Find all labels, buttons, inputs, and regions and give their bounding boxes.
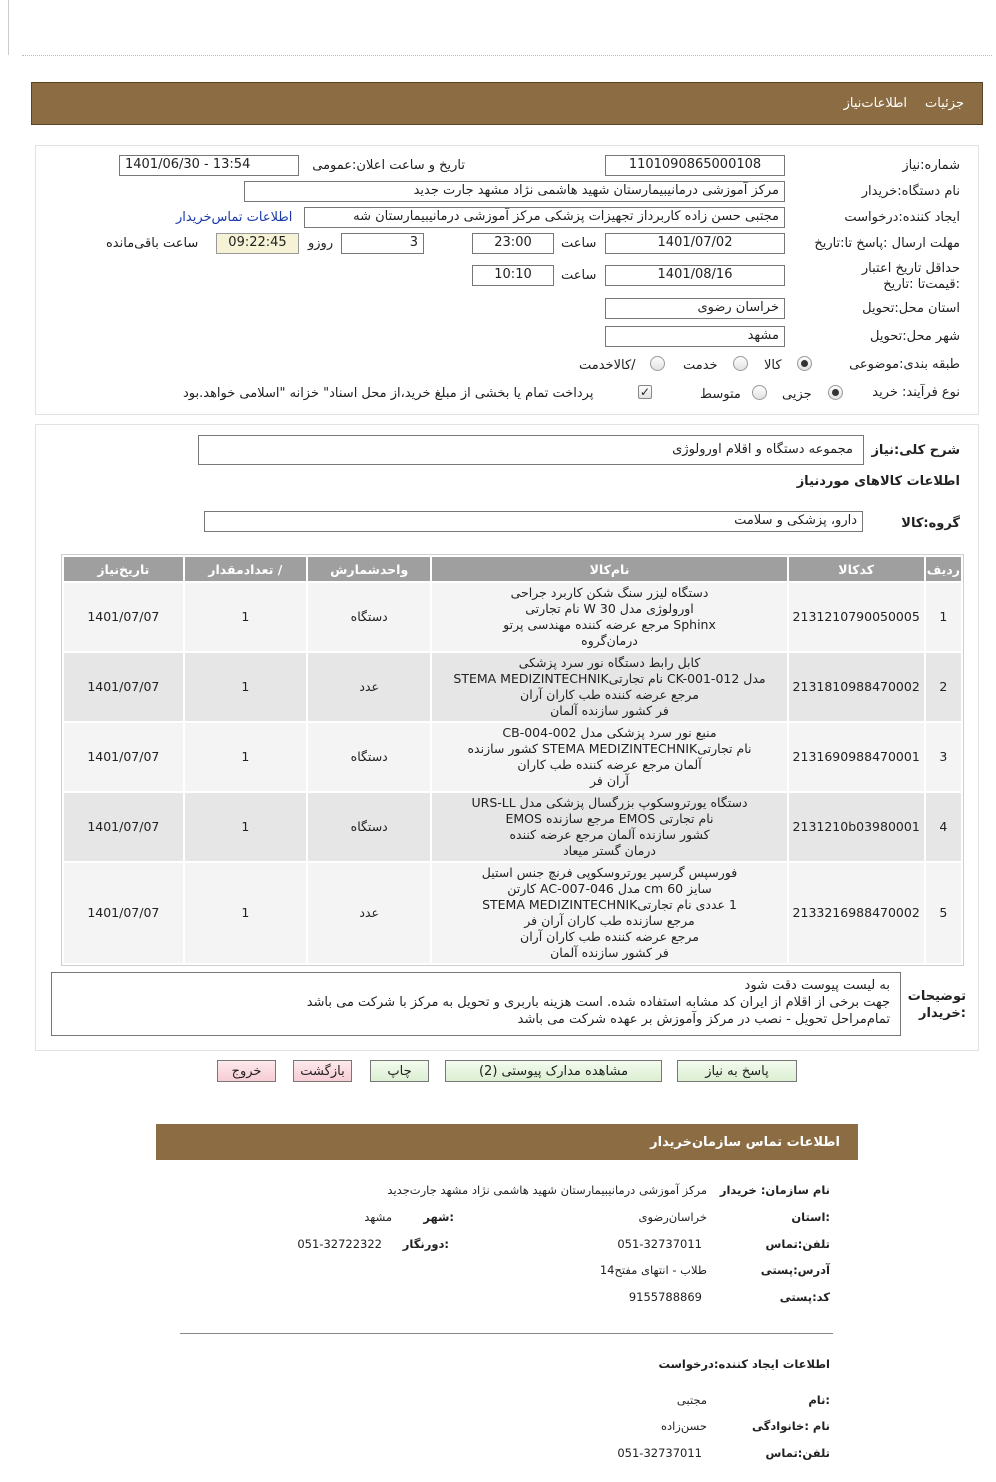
- category-service-radio[interactable]: [733, 356, 748, 371]
- treasury-payment-checkbox[interactable]: ✓: [639, 385, 651, 399]
- remaining-time-field: 09:22:45: [216, 233, 299, 254]
- category-service-label: خدمت: [683, 358, 718, 373]
- org-value: مرکز آموزشی درمانیبیمارستان شهید هاشمی نژاد مشهد جارت‌جدید: [387, 1183, 707, 1197]
- phone-value: 051-32737011: [617, 1237, 702, 1251]
- province-field: خراسان رضوی: [605, 298, 785, 319]
- deadline-time-field: 23:00: [472, 233, 554, 254]
- family-label: نام :خانوادگی: [752, 1419, 830, 1433]
- summary-label: شرح کلی:نیاز: [871, 443, 960, 458]
- phone-label: تلفن:تماس: [765, 1237, 830, 1251]
- cell-code: 2133216988470002: [788, 862, 925, 964]
- creator-label: ایجاد کننده:درخواست: [844, 210, 960, 225]
- postal-label: کد:پستی: [779, 1290, 830, 1304]
- deadline-label: مهلت ارسال :پاسخ تا:تاریخ: [814, 236, 960, 251]
- phone2-label: تلفن:تماس: [765, 1446, 830, 1460]
- validity-time-label: ساعت: [561, 268, 597, 283]
- province-contact-value: خراسان‌رضوی: [638, 1210, 707, 1224]
- remaining-label: ساعت باقی‌مانده: [106, 236, 199, 251]
- process-label: نوع فرآیند: خرید: [872, 385, 960, 400]
- city-contact-label: :شهر: [423, 1210, 454, 1224]
- cell-index: 4: [925, 792, 962, 862]
- validity-date-field: 1401/08/16: [605, 265, 785, 286]
- validity-time-field: 10:10: [472, 265, 554, 286]
- th-name: نام‌کالا: [431, 556, 787, 582]
- name-line: دستگاه یورتروسکوپ بزرگسال پزشکی مدل URS-LL: [471, 795, 748, 810]
- name-line: آلمان مرجع عرضه کننده طب کاران: [517, 757, 702, 772]
- buyer-field: مرکز آموزشی درمانیبیمارستان شهید هاشمی نژاد مشهد جارت جدید: [244, 181, 785, 202]
- address-label: آدرس:پستی: [760, 1263, 830, 1277]
- province-label: استان محل:تحویل: [862, 301, 960, 316]
- need-number-field: 1101090865000108: [605, 155, 785, 176]
- cell-date: 1401/07/07: [63, 582, 184, 652]
- page-header: [31, 82, 983, 125]
- cell-date: 1401/07/07: [63, 722, 184, 792]
- category-both-label: /کالاخدمت: [579, 358, 636, 373]
- table-row: [63, 652, 962, 722]
- cell-index: 2: [925, 652, 962, 722]
- name-line: کابل رابط دستگاه نور سرد پزشکی: [518, 655, 701, 670]
- print-button[interactable]: چاپ: [370, 1060, 429, 1082]
- th-index: ردیف: [925, 556, 962, 582]
- fax-value: 051-32722322: [297, 1237, 382, 1251]
- tab-need-info[interactable]: اطلاعات‌نیاز: [843, 96, 908, 111]
- cell-index: 1: [925, 582, 962, 652]
- name-line: فورسپس گرسپر یورتروسکوپی فرنچ جنس استیل: [481, 865, 738, 880]
- cell-code: 2131810988470002: [788, 652, 925, 722]
- contact-header: اطلاعات تماس سازمان‌خریدار: [156, 1124, 858, 1160]
- cell-qty: 1: [184, 582, 307, 652]
- cell-date: 1401/07/07: [63, 792, 184, 862]
- name-value: مجتبی: [676, 1393, 707, 1407]
- name-line: فر کشور سازنده آلمان: [550, 945, 669, 960]
- items-table: [62, 555, 963, 965]
- deadline-time-label: ساعت: [561, 236, 597, 251]
- notes-line: تمام‌مراحل تحویل - نصب در مرکز وآموزش بر عهده شرکت می باشد: [517, 1012, 890, 1027]
- name-line: دستگاه لیزر سنگ شکن کاربرد جراحی: [510, 585, 709, 600]
- cell-qty: 1: [184, 792, 307, 862]
- deadline-date-field: 1401/07/02: [605, 233, 785, 254]
- cell-code: 2131210b03980001: [788, 792, 925, 862]
- cell-unit: عدد: [307, 652, 432, 722]
- cell-name: [431, 862, 787, 964]
- name-line: فر کشور سازنده آلمان: [550, 703, 669, 718]
- cell-name: [431, 582, 787, 652]
- category-both-radio[interactable]: [650, 356, 665, 371]
- category-label: طبقه بندی:موضوعی: [849, 357, 960, 372]
- buyer-contact-link[interactable]: اطلاعات تماس‌خریدار: [176, 210, 293, 225]
- name-line: Sphinx مرجع عرضه کننده مهندسی پرتو: [503, 617, 716, 632]
- name-line: نام تجارتی EMOS مرجع سازنده EMOS: [505, 811, 714, 826]
- address-value: طلاب - انتهای مفتح14: [599, 1263, 707, 1277]
- cell-date: 1401/07/07: [63, 862, 184, 964]
- cell-name: [431, 652, 787, 722]
- process-partial-radio[interactable]: [828, 385, 843, 400]
- fax-label: :دورنگار: [402, 1237, 449, 1251]
- name-line: مرجع سازنده طب کاران آران فر: [524, 913, 695, 928]
- cell-qty: 1: [184, 722, 307, 792]
- notes-label: توضیحات :خریدار: [907, 989, 966, 1021]
- creator-field: مجتبی حسن زاده کاربرداز تجهیزات پزشکی مرکز آموزشی درمانیبیمارستان شه: [304, 207, 785, 228]
- back-button[interactable]: بازگشت: [293, 1060, 352, 1082]
- th-code: کدکالا: [788, 556, 925, 582]
- buyer-label: نام دستگاه:خریدار: [861, 184, 960, 199]
- name-label: :نام: [808, 1393, 830, 1407]
- cell-date: 1401/07/07: [63, 652, 184, 722]
- exit-button[interactable]: خروج: [217, 1060, 276, 1082]
- city-label: شهر محل:تحویل: [870, 329, 960, 344]
- days-field: 3: [341, 233, 424, 254]
- city-field: مشهد: [605, 326, 785, 347]
- cell-index: 3: [925, 722, 962, 792]
- name-line: مدل CK-001-012 نام تجارتیSTEMA MEDIZINTECHNIK: [453, 671, 766, 686]
- notes-line: جهت برخی از اقلام از ایران کد مشابه استفاده شده. است هزینه باربری و تحویل به مرکز با شرکت می باشد: [306, 995, 890, 1010]
- name-line: آران فر: [590, 773, 630, 788]
- creator-info-title: اطلاعات ایجاد کننده:درخواست: [658, 1357, 830, 1371]
- contact-divider: [180, 1333, 833, 1334]
- summary-field: مجموعه دستگاه و اقلام اورولوژی: [198, 435, 864, 465]
- province-contact-label: :استان: [791, 1210, 830, 1224]
- need-details-panel: [35, 145, 979, 415]
- treasury-payment-note: پرداخت تمام یا بخشی از مبلغ خرید،از محل اسناد" خزانه "اسلامی خواهد.بود: [183, 386, 594, 401]
- goods-info-title: اطلاعات کالاهای موردنیاز: [796, 474, 960, 489]
- process-medium-radio[interactable]: [752, 385, 767, 400]
- table-header-row: [63, 556, 962, 582]
- group-field: دارو، پزشکی و سلامت: [204, 511, 863, 532]
- cell-index: 5: [925, 862, 962, 964]
- name-line: منبع نور سرد پزشکی مدل CB-004-002: [502, 725, 717, 740]
- cell-unit: دستگاه: [307, 792, 432, 862]
- cell-code: 2131690988470001: [788, 722, 925, 792]
- table-row: [63, 582, 962, 652]
- notes-line: به لیست پیوست دقت شود: [744, 978, 890, 993]
- family-value: حسن‌زاده: [660, 1419, 707, 1433]
- category-goods-radio[interactable]: [797, 356, 812, 371]
- cell-unit: دستگاه: [307, 582, 432, 652]
- cell-unit: دستگاه: [307, 722, 432, 792]
- table-row: [63, 722, 962, 792]
- process-medium-label: متوسط: [700, 387, 741, 402]
- cell-code: 2131210790050005: [788, 582, 925, 652]
- need-number-label: شماره:نیاز: [902, 158, 960, 173]
- table-row: [63, 862, 962, 964]
- cell-name: [431, 792, 787, 862]
- process-partial-label: جزیی: [782, 387, 812, 402]
- goods-panel: [35, 424, 979, 1051]
- th-unit: واحدشمارش: [307, 556, 432, 582]
- postal-value: 9155788869: [628, 1290, 702, 1304]
- name-line: نام تجارتیSTEMA MEDIZINTECHNIK کشور سازنده: [467, 741, 752, 756]
- org-label: نام سازمان: خریدار: [719, 1183, 830, 1197]
- announce-field: 1401/06/30 - 13:54: [119, 155, 299, 176]
- name-line: اورولوژی مدل 30 W نام تجارتی: [525, 601, 694, 616]
- name-line: مرجع عرضه کننده طب کاران آران: [520, 929, 699, 944]
- name-line: مرجع عرضه کننده طب کاران آران: [520, 687, 699, 702]
- cell-name: [431, 722, 787, 792]
- group-label: گروه:کالا: [901, 516, 960, 531]
- tab-details[interactable]: جزئیات: [925, 96, 964, 111]
- notes-box: [51, 972, 901, 1036]
- days-label: روزو: [308, 236, 334, 251]
- reply-button[interactable]: پاسخ به نیاز: [677, 1060, 797, 1082]
- city-contact-value: مشهد: [364, 1210, 392, 1224]
- announce-label: تاریخ و ساعت اعلان:عمومی: [312, 158, 465, 173]
- name-line: سایز 60 cm مدل AC-007-046 کارتن: [507, 881, 712, 896]
- name-line: 1 عددی نام تجارتیSTEMA MEDIZINTECHNIK: [482, 897, 737, 912]
- category-goods-label: کالا: [764, 358, 782, 373]
- attachments-button[interactable]: مشاهده مدارک پیوستی (2): [445, 1060, 662, 1082]
- name-line: کشور سازنده آلمان مرجع عرضه کننده: [509, 827, 710, 842]
- phone2-value: 051-32737011: [617, 1446, 702, 1460]
- validity-label: حداقل تاریخ اعتبار :قیمت‌تا :تاریخ: [861, 261, 960, 292]
- th-date: تاریخ‌نیاز: [63, 556, 184, 582]
- name-line: درمان گستر میعاد: [563, 843, 656, 858]
- name-line: درمان‌گروه: [581, 633, 638, 648]
- table-row: [63, 792, 962, 862]
- cell-unit: عدد: [307, 862, 432, 964]
- cell-qty: 1: [184, 862, 307, 964]
- th-qty: / تعدادمقدار: [184, 556, 307, 582]
- items-table-wrapper: [61, 554, 964, 966]
- cell-qty: 1: [184, 652, 307, 722]
